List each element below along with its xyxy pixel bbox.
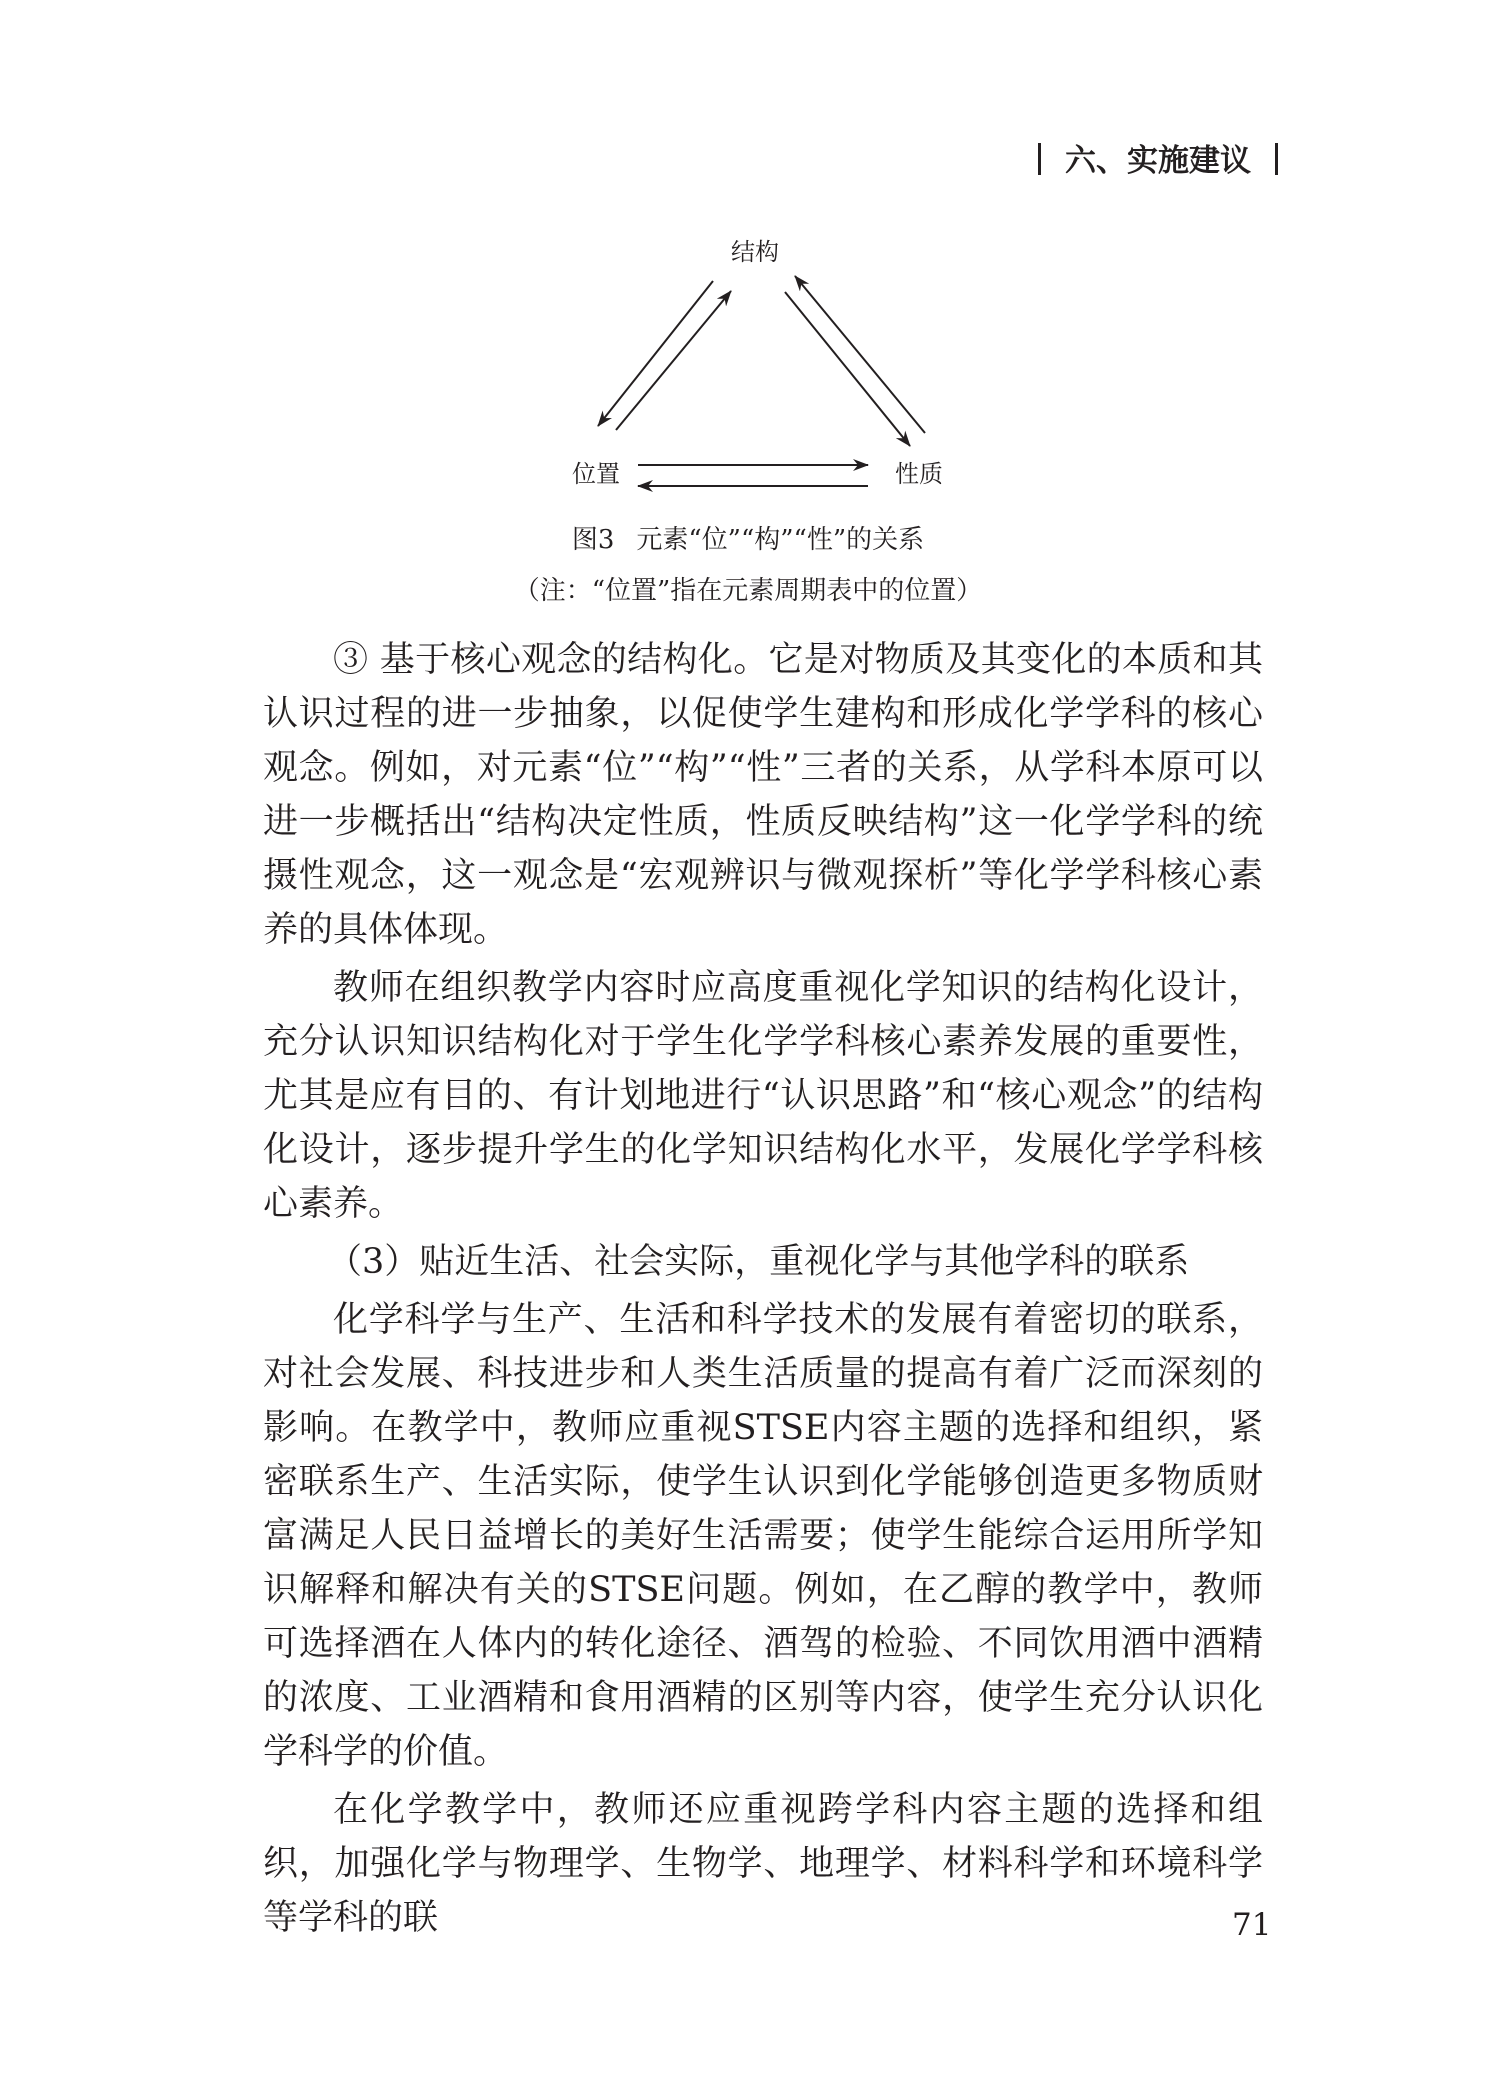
figure-title: 元素“位”“构”“性”的关系 bbox=[636, 525, 925, 555]
header-left-rule bbox=[1038, 143, 1041, 175]
header-section-title: 六、实施建议 bbox=[1065, 143, 1251, 179]
node-position: 位置 bbox=[572, 460, 620, 488]
figure-number: 图3 bbox=[571, 525, 615, 555]
section-heading-life-society: （3）贴近生活、社会实际，重视化学与其他学科的联系 bbox=[327, 1242, 1190, 1282]
arrow-structure-to-property bbox=[785, 292, 910, 446]
paragraph-structured-design: 教师在组织教学内容时应高度重视化学知识的结构化设计，充分认识知识结构化对于学生化学学科核心素养发展的重要性，尤其是应有目的、有计划地进行“认识思路”和“核心观念”的结构化设计，逐步提升学生的化学知识结构化水平，发展化学学科核心素养。 bbox=[263, 968, 1263, 1224]
page-number: 71 bbox=[1232, 1907, 1272, 1943]
body-text bbox=[263, 633, 1263, 1949]
paragraph-interdisciplinary: 在化学教学中，教师还应重视跨学科内容主题的选择和组织，加强化学与物理学、生物学、地理学、材料科学和环境科学等学科的联 bbox=[263, 1790, 1263, 1938]
node-property: 性质 bbox=[895, 460, 943, 488]
paragraph-core-concept: ③ 基于核心观念的结构化。它是对物质及其变化的本质和其认识过程的进一步抽象，以促使学生建构和形成化学学科的核心观念。例如，对元素“位”“构”“性”三者的关系，从学科本原可以进一步概括出“结构决定性质，性质反映结构”这一化学学科的统摄性观念，这一观念是“宏观辨识与微观探析”等化学学科核心素养的具体体现。 bbox=[263, 640, 1263, 950]
arrow-position-to-structure bbox=[616, 291, 731, 430]
node-structure: 结构 bbox=[731, 238, 779, 266]
arrow-structure-to-position bbox=[598, 281, 713, 426]
figure-note: （注：“位置”指在元素周期表中的位置） bbox=[513, 576, 983, 606]
paragraph-stse: 化学科学与生产、生活和科学技术的发展有着密切的联系，对社会发展、科技进步和人类生活质量的提高有着广泛而深刻的影响。在教学中，教师应重视STSE内容主题的选择和组织，紧密联系生产、生活实际，使学生认识到化学能够创造更多物质财富满足人民日益增长的美好生活需要；使学生能综合运用所学知识解释和解决有关的STSE问题。例如，在乙醇的教学中，教师可选择酒在人体内的转化途径、酒驾的检验、不同饮用酒中酒精的浓度、工业酒精和食用酒精的区别等内容，使学生充分认识化学科学的价值。 bbox=[263, 1300, 1263, 1772]
header-right-rule bbox=[1275, 143, 1278, 175]
arrow-property-to-structure bbox=[795, 276, 925, 433]
figure-caption bbox=[0, 523, 1496, 557]
running-header bbox=[1038, 138, 1278, 184]
